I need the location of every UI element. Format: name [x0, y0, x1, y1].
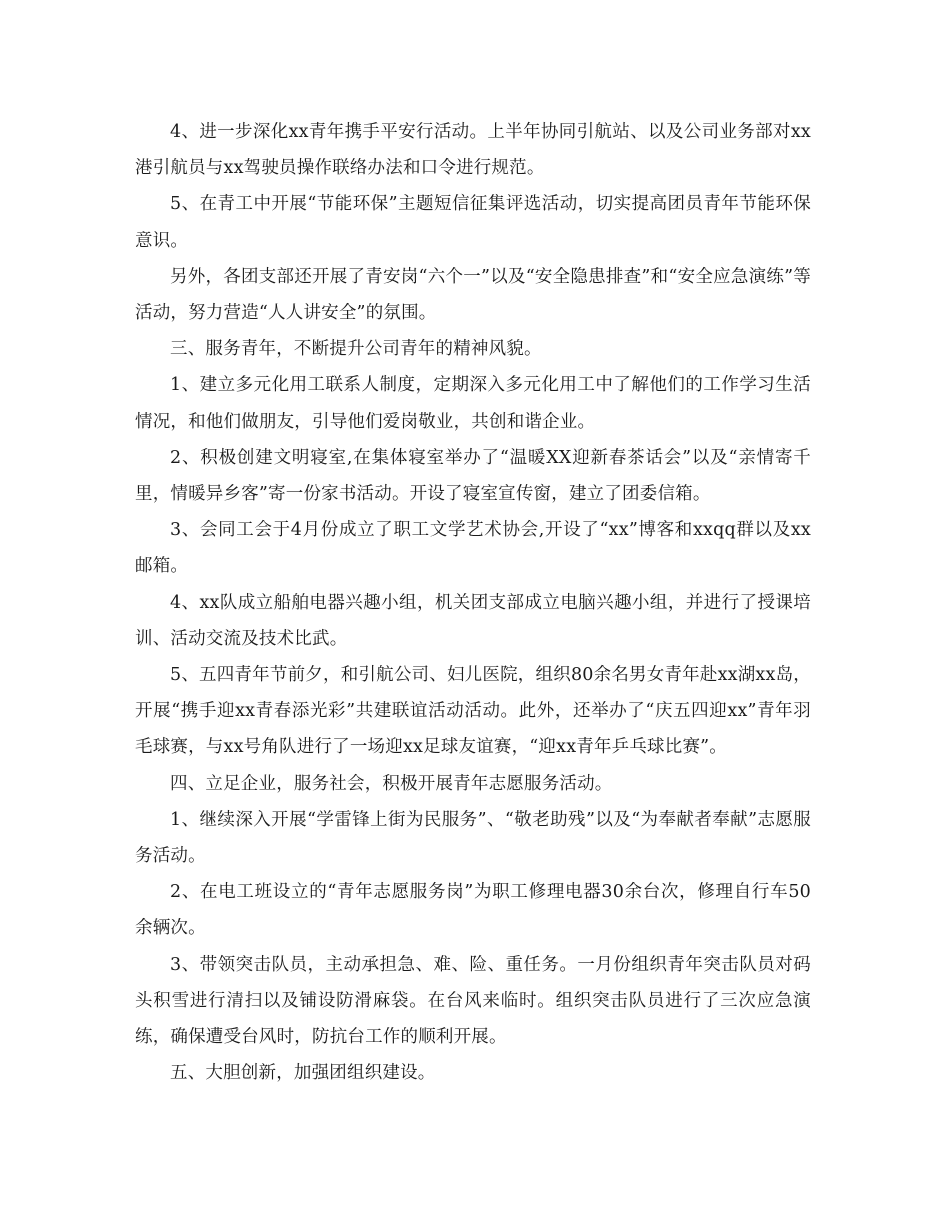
- paragraph-2: 5、在青工中开展“节能环保”主题短信征集评选活动，切实提高团员青年节能环保意识。: [135, 194, 811, 251]
- paragraph-8: 4、xx队成立船舶电器兴趣小组，机关团支部成立电脑兴趣小组，并进行了授课培训、活动交流及技术比武。: [135, 592, 811, 649]
- paragraph-7: 3、会同工会于4月份成立了职工文学艺术协会,开设了“xx”博客和xxqq群以及xx邮箱。: [135, 520, 811, 577]
- paragraph-13: 3、带领突击队员，主动承担急、难、险、重任务。一月份组织青年突击队员对码头积雪进行清扫以及铺设防滑麻袋。在台风来临时。组织突击队员进行了三次应急演练，确保遭受台风时，防抗台工作的顺利开展。: [135, 954, 811, 1048]
- paragraph-1: 4、进一步深化xx青年携手平安行活动。上半年协同引航站、以及公司业务部对xx港引航员与xx驾驶员操作联络办法和口令进行规范。: [135, 122, 811, 179]
- section-heading-3: 三、服务青年，不断提升公司青年的精神风貌。: [170, 339, 542, 360]
- paragraph-6: 2、积极创建文明寝室,在集体寝室举办了“温暖XX迎新春茶话会”以及“亲情寄千里，情暖异乡客”寄一份家书活动。开设了寝室宣传窗，建立了团委信箱。: [135, 447, 811, 505]
- paragraph-5: 1、建立多元化用工联系人制度，定期深入多元化用工中了解他们的工作学习生活情况，和他们做朋友，引导他们爱岗敬业，共创和谐企业。: [135, 375, 811, 432]
- document-body: [135, 114, 811, 1091]
- paragraph-9: 5、五四青年节前夕，和引航公司、妇儿医院，组织80余名男女青年赴xx湖xx岛，开展“携手迎xx青春添光彩”共建联谊活动活动。此外，还举办了“庆五四迎xx”青年羽毛球赛，与xx号角队进行了一场迎xx足球友谊赛，“迎xx青年乒乓球比赛”。: [135, 665, 811, 758]
- section-heading-5: 五、大胆创新，加强团组织建设。: [170, 1063, 436, 1084]
- paragraph-12: 2、在电工班设立的“青年志愿服务岗”为职工修理电器30余台次，修理自行车50余辆次。: [135, 882, 811, 939]
- paragraph-3: 另外，各团支部还开展了青安岗“六个一”以及“安全隐患排查”和“安全应急演练”等活动，努力营造“人人讲安全”的氛围。: [135, 266, 811, 324]
- section-heading-4: 四、立足企业，服务社会，积极开展青年志愿服务活动。: [170, 773, 613, 794]
- paragraph-11: 1、继续深入开展“学雷锋上街为民服务”、“敬老助残”以及“为奉献者奉献”志愿服务活动。: [135, 809, 811, 867]
